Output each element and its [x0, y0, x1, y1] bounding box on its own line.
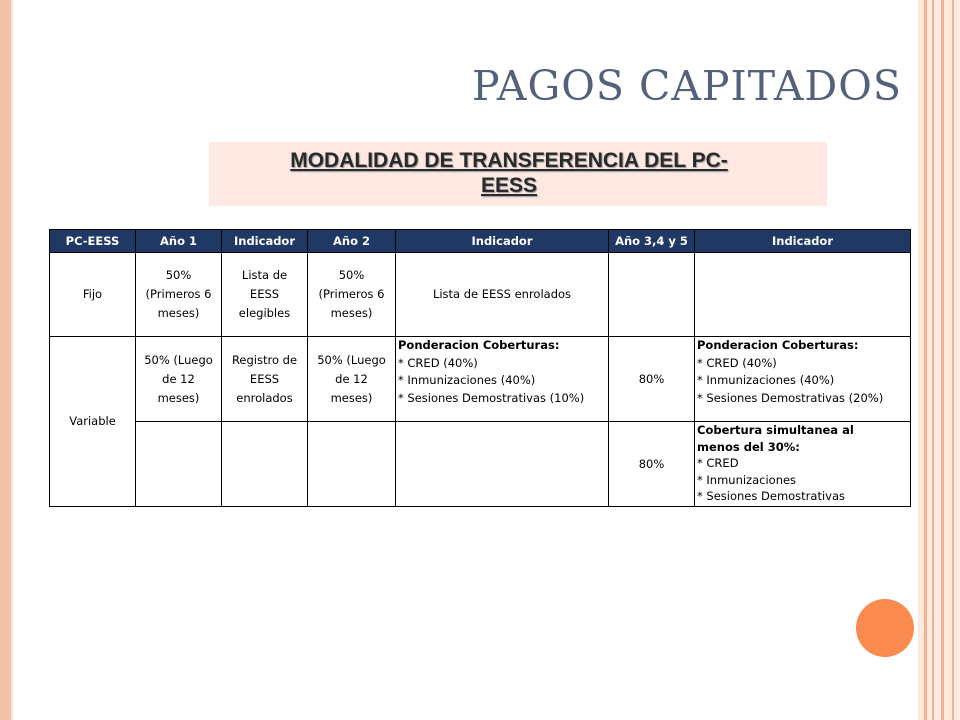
left-border-band	[0, 0, 11, 720]
table-cell	[308, 337, 396, 422]
right-border-stripe	[924, 0, 927, 720]
table-cell	[136, 422, 222, 507]
cell-line: 50%	[165, 268, 192, 282]
subtitle-box	[209, 142, 827, 206]
cell-line: EESS	[249, 371, 280, 386]
cell-line: (Primeros 6	[145, 287, 212, 301]
table-cell: Lista de EESS enrolados	[396, 253, 609, 337]
table-row-fijo	[50, 253, 911, 337]
cell-line: de 12	[162, 371, 195, 386]
cell-line: * Sesiones Demostrativas (10%)	[398, 390, 585, 405]
header-cell: Año 1	[136, 230, 222, 253]
table-cell	[222, 253, 308, 337]
table-cell	[136, 253, 222, 337]
header-cell: PC-EESS	[50, 230, 136, 253]
right-border-stripe	[932, 0, 934, 720]
cell-line: Registro de	[231, 352, 298, 367]
cell-line: * Inmunizaciones (40%)	[398, 373, 536, 387]
header-cell: Indicador	[396, 230, 609, 253]
cell-line: (Primeros 6	[318, 287, 385, 301]
cell-heading: menos del 30%:	[697, 439, 800, 454]
table-cell	[308, 253, 396, 337]
cell-line: * CRED	[697, 456, 739, 470]
accent-circle	[856, 599, 914, 657]
cell-line: * Inmunizaciones (40%)	[697, 373, 835, 387]
cell-line: * CRED (40%)	[398, 355, 478, 370]
cell-line: 50% (Luego	[317, 352, 386, 367]
subtitle-line: EESS	[480, 174, 538, 197]
table-row-variable-b	[50, 422, 911, 507]
header-cell: Año 3,4 y 5	[609, 230, 695, 253]
subtitle-line: MODALIDAD DE TRANSFERENCIA DEL PC-	[290, 149, 728, 172]
cell-line: 50%	[338, 268, 365, 282]
table-cell: 80%	[609, 422, 695, 507]
row-label: Fijo	[50, 253, 136, 337]
table-cell	[136, 337, 222, 422]
table-cell: 80%	[609, 337, 695, 422]
subtitle	[209, 148, 809, 198]
cell-line: elegibles	[238, 306, 291, 320]
left-border-line	[11, 0, 13, 720]
cell-line: EESS	[249, 287, 280, 301]
cell-line: Lista de	[241, 268, 288, 282]
right-border-stripe	[941, 0, 944, 720]
cell-line: meses)	[330, 306, 373, 320]
payment-table	[49, 229, 911, 507]
cell-line: 50% (Luego	[144, 352, 213, 367]
table-cell	[609, 253, 695, 337]
row-label: Variable	[50, 337, 136, 507]
table-cell	[396, 422, 609, 507]
table-cell	[222, 337, 308, 422]
cell-line: * Sesiones Demostrativas (20%)	[697, 390, 884, 405]
cell-line: meses)	[330, 390, 373, 405]
table-cell	[396, 337, 609, 422]
slide-title: PAGOS CAPITADOS	[472, 62, 902, 110]
table-cell	[695, 422, 911, 507]
cell-line: enrolados	[236, 390, 293, 405]
table-cell	[308, 422, 396, 507]
cell-heading: Cobertura simultanea al	[697, 423, 854, 437]
table-header-row	[50, 230, 911, 253]
cell-line: * CRED (40%)	[697, 355, 777, 370]
header-cell: Indicador	[222, 230, 308, 253]
table-cell	[695, 253, 911, 337]
cell-line: meses)	[157, 306, 200, 320]
cell-line: meses)	[157, 390, 200, 405]
right-border-stripe	[952, 0, 954, 720]
cell-heading: Ponderacion Coberturas:	[697, 338, 859, 352]
header-cell: Indicador	[695, 230, 911, 253]
header-cell: Año 2	[308, 230, 396, 253]
cell-heading: Ponderacion Coberturas:	[398, 338, 560, 352]
cell-line: * Inmunizaciones	[697, 472, 797, 487]
cell-line: * Sesiones Demostrativas	[697, 489, 846, 503]
cell-line: de 12	[335, 371, 368, 386]
table-cell	[695, 337, 911, 422]
table-row-variable	[50, 337, 911, 422]
table-cell	[222, 422, 308, 507]
